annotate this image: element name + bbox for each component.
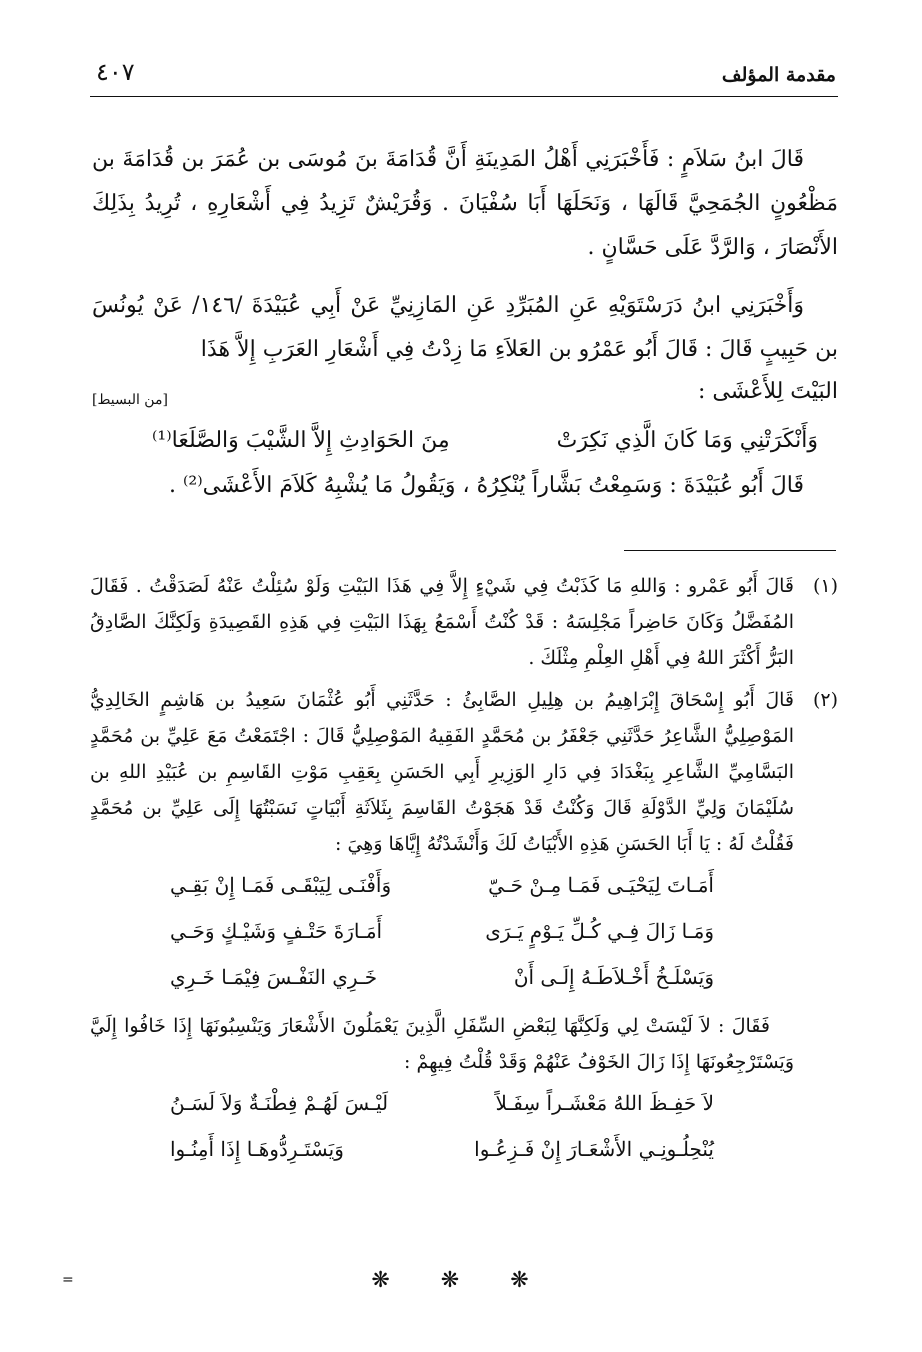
footnote-number: (٢) (812, 689, 838, 711)
footnote-2 (90, 682, 838, 1172)
footnote-verses-2 (90, 1080, 794, 1172)
footnote-number: (١) (812, 575, 838, 597)
verse-couplet (170, 954, 714, 1000)
verse-couplet (170, 1126, 714, 1172)
verse-intro-line (92, 372, 838, 412)
footnote-text: قَالَ أَبُو إِسْحَاقَ إِبْرَاهِيمُ بن هِلِيلِ الصَّابِئُ : حَدَّثَنِي أَبُو عُثْمَانَ سَعِيدُ بن هَاشِمٍ الخَالِدِيُّ المَوْصِلِيُّ الشَّاعِرُ حَدَّثَنِي جَعْفَرُ بن مُحَمَّدٍ الفَقِيهُ المَوْصِلِيُّ قَالَ : اجْتَمَعْتُ مَعَ عَلِيِّ بن مُحَمَّدٍ البَسَّامِيِّ الشَّاعِرِ بِبَغْدَادَ فِي دَارِ الوَزِيرِ أَبِي الحَسَنِ بِعَقِبِ مَوْتِ القَاسِمِ بن عُبَيْدِ اللهِ بن سُلَيْمَانَ وَلِيِّ الدَّوْلَةِ قَالَ وَكُنْتُ قَدْ هَجَوْتُ القَاسِمَ بِثَلاَثَةِ أَبْيَاتٍ نَسَبْتُهَا إِلَى عَلِيِّ بن مُحَمَّدٍ فَقُلْتُ لَهُ : يَا أَبَا الحَسَنِ هَذِهِ الأَبْيَاتُ لَكَ وَأَنْشَدْتُهُ إِيَّاهَا وَهِيَ : (90, 689, 794, 855)
paragraph-1: قَالَ ابنُ سَلاَمٍ : فَأَخْبَرَنِي أَهْلُ المَدِينَةِ أَنَّ قُدَامَةَ بنَ مُوسَى بن عُمَرَ بن قُدَامَةَ بن مَظْعُونٍ الجُمَحِيَّ قَالَهَا ، وَنَحَلَهَا أَبَا سُفْيَانَ . وَقُرَيْشٌ تَزِيدُ فِي أَشْعَارِهِ ، تُرِيدُ بِذَلِكَ الأَنْصَارَ ، وَالرَّدَّ عَلَى حَسَّانٍ . (92, 147, 838, 260)
verse-couplet (170, 862, 714, 908)
margin-mark: = (62, 1272, 74, 1288)
paragraph-2: وَأَخْبَرَنِي ابنُ دَرَسْتَوَيْهِ عَنِ المُبَرِّدِ عَنِ المَازِنِيِّ عَنْ أَبِي عُبَيْدَةَ /١٤٦/ عَنْ يُونُسَ بن حَبِيبٍ قَالَ : قَالَ أَبُو عَمْرُو بن العَلاَءِ مَا زِدْتُ فِي أَشْعَارِ العَرَبِ إِلاَّ هَذَا (92, 293, 838, 362)
running-title: مقدمة المؤلف (721, 64, 836, 86)
verse-couplet (92, 418, 838, 464)
page-header (96, 58, 836, 92)
verse-hemistich-first: لاَ حَفِـظَ اللهُ مَعْشَـراً سِفَـلاً (495, 1091, 714, 1115)
verse-hemistich-first: وَأَنْكَرَتْنِي وَمَا كَانَ الَّذِي نَكِرَتْ (556, 428, 818, 453)
verse-hemistich-first: أَمَـاتَ لِيَحْيَـى فَمَـا مِـنْ حَـيّ (488, 873, 714, 897)
main-text (92, 138, 838, 508)
verse-hemistich-first: وَيَسْلَـخُ أَخْـلاَطَـهُ إِلَـى أَنْ (513, 965, 714, 989)
meter-label: [من البسيط] (92, 392, 168, 408)
verse-hemistich-second: وَأَفْنَـى لِيَبْقَـى فَمَـا إِنْ بَقِـي (170, 873, 392, 897)
footnote-verses-1 (90, 862, 794, 1000)
header-rule (90, 96, 838, 97)
verse-hemistich-first: وَمَـا زَالَ فِـي كُـلِّ يَـوْمٍ يَـرَى (485, 919, 714, 943)
verse-hemistich-second: لَيْـسَ لَهُـمْ فِطْنَـةٌ وَلاَ لَسَـنُ (170, 1091, 389, 1115)
verse-hemistich-second: وَيَسْتَـرِدُّوهَـا إِذَا أَمِنُـوا (170, 1137, 344, 1161)
verse-couplet (170, 908, 714, 954)
verse-hemistich-first: يُنْحِلُـونِـي الأَشْعَـارَ إِنْ فَـزِعُـوا (474, 1137, 714, 1161)
verse-hemistich-second: مِنَ الحَوَادِثِ إِلاَّ الشَّيْبَ وَالصَّلَعَا⁽¹⁾ (152, 428, 450, 453)
footnote-text: قَالَ أَبُو عَمْرو : وَاللهِ مَا كَذَبْتُ فِي شَيْءٍ إِلاَّ فِي هَذَا البَيْتِ وَلَوْ سُئِلْتُ عَنْهُ لَصَدَقْتُ . فَقَالَ المُفَضَّلُ وَكَانَ حَاضِراً مَجْلِسَهُ : قَدْ كُنْتُ أَسْمَعُ بِهَذَا البَيْتِ فِي هَذِهِ القَصِيدَةِ وَلَكِنَّكَ الصَّادِقُ البَرُّ أَكْثَرَ اللهُ فِي أَهْلِ العِلْمِ مِثْلَكَ . (90, 575, 794, 669)
section-end-ornament: ❋ ❋ ❋ (371, 1268, 551, 1293)
verse-couplet (170, 1080, 714, 1126)
paragraph-3: قَالَ أَبُو عُبَيْدَةَ : وَسَمِعْتُ بَشَّاراً يُنْكِرُهُ ، وَيَقُولُ مَا يُشْبِهُ كَلاَمَ الأَعْشَى⁽²⁾ . (169, 473, 804, 498)
footnote-rule (624, 550, 836, 551)
footnote-1 (90, 568, 838, 676)
verse-hemistich-second: خَـرِي النَفْـسَ فِيْمَـا خَـرِي (170, 965, 378, 989)
paragraph-2-end: البَيْتَ لِلأَعْشَى : (697, 379, 838, 404)
page-number: ٤٠٧ (96, 58, 135, 86)
footnote-continuation: فَقَالَ : لاَ لَيْسَتْ لِي وَلَكِنَّهَا لِبَعْضِ السِّفَلِ الَّذِينَ يَعْمَلُونَ الأَشْعَارَ وَيَنْسِبُونَهَا إِذَا خَافُوا إِلَيَّ وَيَسْتَرْجِعُونَهَا إِذَا زَالَ الخَوْفُ عَنْهُمْ وَقَدْ قُلْتُ فِيهِمْ : (90, 1015, 794, 1073)
verse-hemistich-second: أَمَـارَةَ حَتْـفٍ وَشَيْـكٍ وَحَـي (170, 919, 383, 943)
footnotes (90, 568, 838, 1172)
